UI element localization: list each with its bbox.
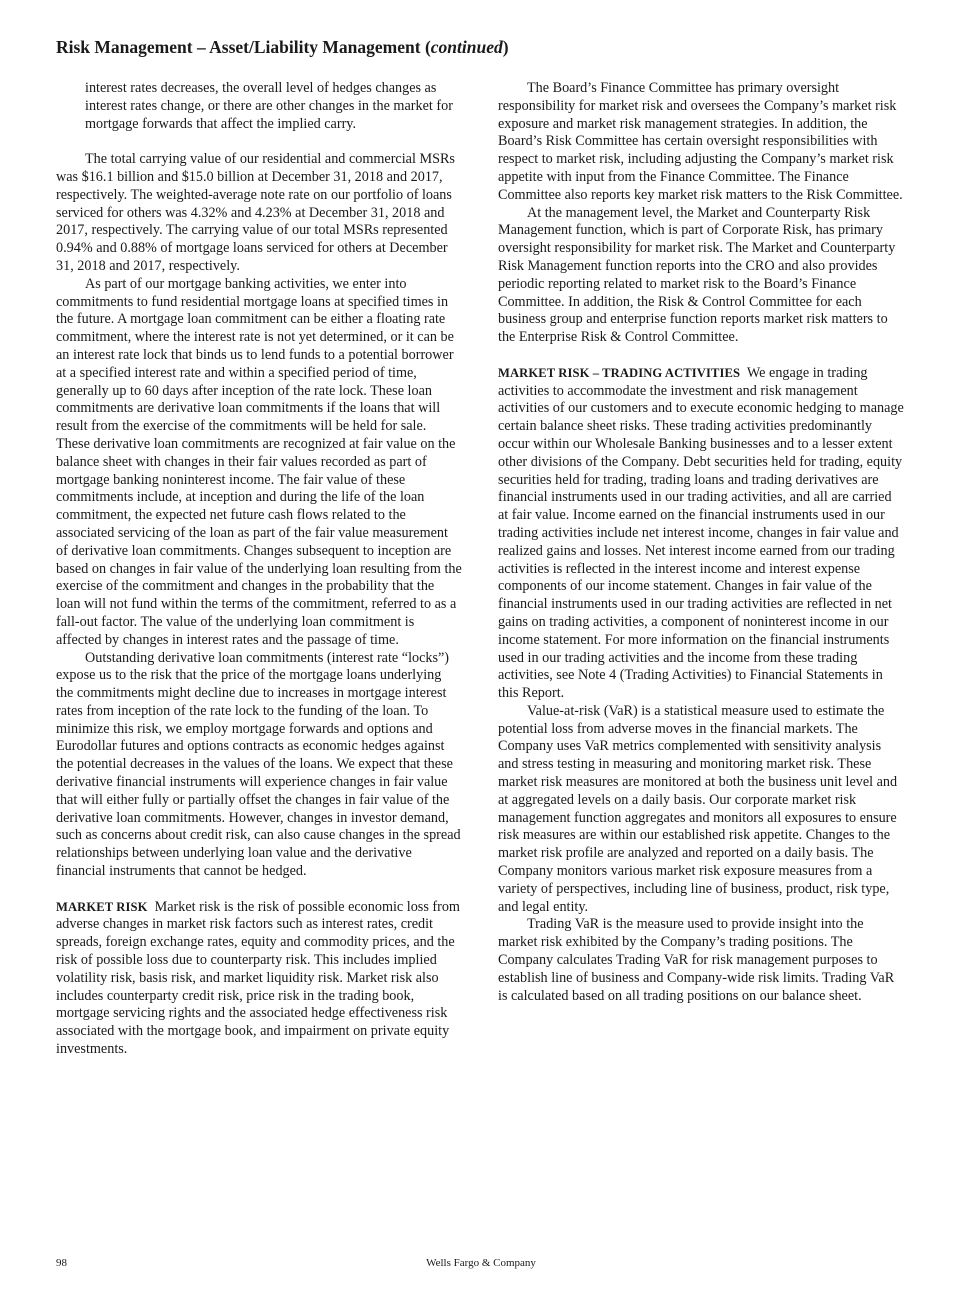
paragraph-trading-activities [498,365,904,703]
left-column [56,80,462,1059]
page-title [56,36,916,58]
heading-trading-activities: MARKET RISK – TRADING ACTIVITIES [498,365,741,380]
heading-market-risk: MARKET RISK [56,899,148,914]
page-title-close: ) [502,37,509,57]
page-title-text: Risk Management – Asset/Liability Management ( [56,37,431,57]
paragraph-value-at-risk: Value-at-risk (VaR) is a statistical measure used to estimate the potential loss from adverse moves in the financial markets. The Company uses VaR metrics complemented with sensitivity analysis and stress testing in measuring and monitoring market risk. These market risk measures are monitored at both the business unit level and at aggregated levels on a daily basis. Our corporate market risk management function aggregates and monitors all exposures to ensure risk measures are within our established risk appetite. Changes to the market risk profile are analyzed and reported on a daily basis. The Company monitors various market risk exposure measures from a variety of perspectives, including line of business, product, risk type, and legal entity. [498,702,898,915]
paragraph-hedges-continued: interest rates decreases, the overall level of hedges changes as interest rates change, or there are other changes in the market for mortgage forwards that affect the implied carry. [85,80,453,132]
paragraph-derivative-loan-commitments: Outstanding derivative loan commitments (interest rate “locks”) expose us to the risk that the price of the mortgage loans underlying the commitments might decline due to increases in mortgage interest rates from inception of the rate lock to the funding of the loan. To minimize this risk, we employ mortgage forwards and options and Eurodollar futures and options contracts as economic hedges against the potential decreases in the values of the loans. We expect that these derivative financial instruments will experience changes in fair value that will either fully or partially offset the changes in fair value of the derivative loan commitments. However, changes in investor demand, such as concerns about credit risk, can also cause changes in the spread relationships between underlying loan value and the derivative financial instruments that cannot be hedged. [56,649,461,880]
footer-company-name: Wells Fargo & Company [426,1257,536,1269]
paragraph-trading-var: Trading VaR is the measure used to provide insight into the market risk exhibited by the Company’s trading positions. The Company calculates Trading VaR for risk management purposes to establish line of business and Company-wide risk limits. Trading VaR is calculated based on all trading positions on our balance sheet. [498,916,895,1004]
paragraph-msr-carrying-value: The total carrying value of our residential and commercial MSRs was $16.1 billion and $15.0 billion at December 31, 2018 and 2017, respectively. The weighted-average note rate on our portfolio of loans serviced for others was 4.32% and 4.23% at December 31, 2018 and 2017, respectively. The carrying value of our total MSRs represented 0.94% and 0.88% of mortgage loans serviced for others at December 31, 2018 and 2017, respectively. [56,151,455,274]
paragraph-market-risk-text: Market risk is the risk of possible economic loss from adverse changes in market risk factors such as interest rates, credit spreads, foreign exchange rates, equity and commodity prices, and the risk of possible loss due to counterparty risk. This includes implied volatility risk, basis risk, and market liquidity risk. Market risk also includes counterparty credit risk, price risk in the trading book, mortgage servicing rights and the associated hedge effectiveness risk associated with the mortgage book, and impairment on private equity investments. [56,898,460,1058]
paragraph-trading-activities-text: We engage in trading activities to accommodate the investment and risk management activities of our customers and to execute economic hedging to manage certain balance sheet risks. These trading activities predominantly occur within our Wholesale Banking businesses and to a lesser extent other divisions of the Company. Debt securities held for trading, equity securities held for trading, trading loans and trading derivatives are financial instruments used in our trading activities, and all are carried at fair value. Income earned on the financial instruments used in our trading activities include net interest income, changes in fair value and realized gains and losses. Net interest income earned from our trading activities is reflected in the interest income and interest expense components of our income statement. Changes in fair value of the financial instruments used in our trading activities are reflected in net gains on trading activities, a component of noninterest income in our income statement. For more information on the financial instruments used in our trading activities and the income from these trading activities, see Note 4 (Trading Activities) to Financial Statements in this Report. [498,364,904,702]
page-number: 98 [56,1257,67,1269]
page-title-continued: continued [430,37,503,57]
page-footer [56,1257,906,1273]
paragraph-finance-committee: The Board’s Finance Committee has primary oversight responsibility for market risk and oversees the Company’s market risk exposure and market risk management strategies. In addition, the Board’s Risk Committee has certain oversight responsibilities with respect to market risk, including adjusting the Company’s market risk appetite with input from the Finance Committee. The Finance Committee also reports key market risk matters to the Risk Committee. [498,80,903,203]
paragraph-management-level: At the management level, the Market and Counterparty Risk Management function, which is part of Corporate Risk, has primary oversight responsibility for market risk. The Market and Counterparty Risk Management function reports into the CRO and also provides periodic reporting related to market risk to the Board’s Finance Committee. In addition, the Risk & Control Committee for each business group and enterprise function reports market risk matters to the Enterprise Risk & Control Committee. [498,204,896,346]
paragraph-market-risk [56,899,462,1059]
right-column [498,80,904,1005]
paragraph-mortgage-loan-commitments: As part of our mortgage banking activities, we enter into commitments to fund residential mortgage loans at specified times in the future. A mortgage loan commitment can be either a floating rate commitment, where the interest rate is not yet determined, or it can be an interest rate lock that binds us to lend funds to a potential borrower at a specified interest rate and within a specified period of time, generally up to 60 days after inception of the rate lock. These loan commitments are derivative loan commitments if the loans that will result from the exercise of the commitments will be held for sale. These derivative loan commitments are recognized at fair value on the balance sheet with changes in their fair values recorded as part of mortgage banking noninterest income. The fair value of these commitments include, at inception and during the life of the loan commitment, the expected net future cash flows related to the associated servicing of the loan as part of the fair value measurement of derivative loan commitments. Changes subsequent to inception are based on changes in fair value of the underlying loan resulting from the exercise of the commitment and changes in the probability that the loan will not fund within the terms of the commitment, referred to as a fall-out factor. The value of the underlying loan commitment is affected by changes in interest rates and the passage of time. [56,275,462,648]
